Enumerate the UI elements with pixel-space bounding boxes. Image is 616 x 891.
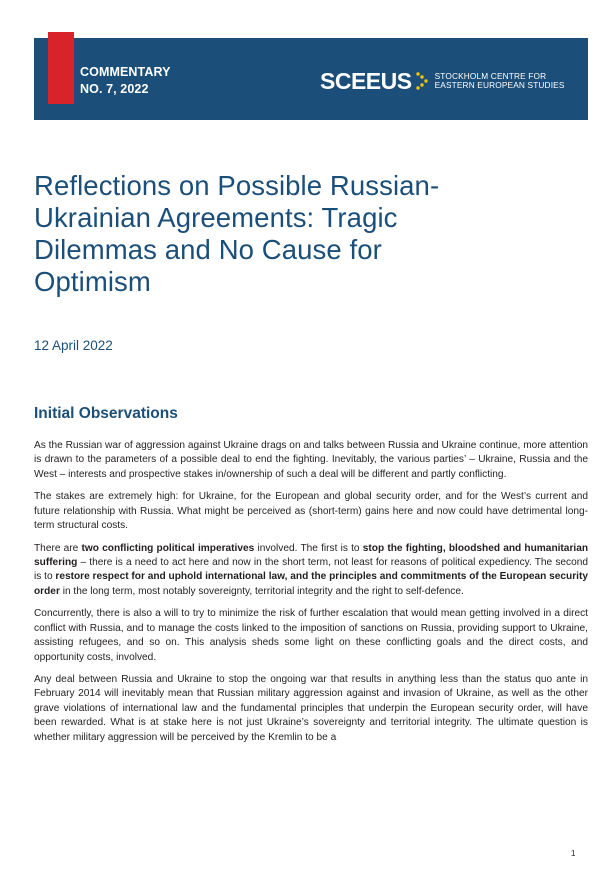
paragraph-text: – there is a need to act here and now in the short term, not least for reasons of political expediency. The second is to: [34, 557, 588, 583]
sceeus-logo: [320, 67, 565, 95]
section-heading: Initial Observations: [34, 405, 178, 422]
title-line: Optimism: [34, 266, 151, 297]
paragraph-text: in the long term, most notably sovereignty, territorial integrity and the right to self-defence.: [59, 585, 464, 597]
paragraph: [34, 542, 588, 600]
paragraph: Any deal between Russia and Ukraine to stop the ongoing war that results in anything less than the status quo ante in February 2014 will inevitably mean that Russian military aggression against and invasion of Ukraine, as well as the other grave violations of international law and the fundamental principles that underpin the European security order, will have been rewarded. What is at stake here is not just Ukraine’s sovereignty and territorial integrity. The ultimate question is whether military aggression will be perceived by the Kremlin to be a: [34, 674, 588, 743]
paragraph-emphasis: two conflicting political imperatives: [81, 542, 255, 554]
paragraph-text: There are: [34, 542, 82, 554]
publication-number: NO. 7, 2022: [80, 82, 149, 96]
title-line: Ukrainian Agreements: Tragic: [34, 202, 398, 233]
publication-date: 12 April 2022: [34, 338, 113, 353]
body-text: [34, 439, 588, 745]
title-line: Dilemmas and No Cause for: [34, 234, 382, 265]
paragraph: Concurrently, there is also a will to try to minimize the risk of further escalation that would mean getting involved in a direct conflict with Russia, and to manage the costs linked to the imposition of sanctions on Russia, providing support to Ukraine, assisting refugees, and so on. This analysis sheds some light on these conflicting goals and the direct costs, and opportunity costs, involved.: [34, 608, 588, 663]
paragraph: The stakes are extremely high: for Ukraine, for the European and global security order, and for the West’s current and future relationship with Russia. What might be perceived as (short-term) gains here and now could have detrimental long-term structural costs.: [34, 491, 588, 532]
logo-subtitle-line: EASTERN EUROPEAN STUDIES: [434, 80, 565, 90]
page-number: 1: [571, 849, 576, 858]
logo-dots-icon: [415, 71, 431, 91]
publication-kicker: [80, 64, 171, 98]
title-line: Reflections on Possible Russian-: [34, 170, 440, 201]
logo-subtitle: [435, 72, 565, 91]
paragraph: As the Russian war of aggression against Ukraine drags on and talks between Russia and Ukraine continue, more attention is drawn to the parameters of a possible deal to end the fighting. Inevitably, the various parties’ – Ukraine, Russia and the West – interests and prospective stakes in/ownership of such a deal will be different and partly conflicting.: [34, 440, 588, 480]
publication-type: COMMENTARY: [80, 65, 171, 79]
logo-wordmark: SCEEUS: [320, 68, 412, 94]
document-title: [34, 170, 574, 298]
paragraph-emphasis: restore respect for and uphold international law, and the principles and commitments of the European security order: [34, 571, 588, 597]
paragraph-emphasis: stop the fighting, bloodshed and humanitarian suffering: [34, 542, 589, 569]
accent-tab: [48, 32, 74, 104]
paragraph-text: involved. The first is to: [254, 542, 363, 554]
logo-subtitle-line: STOCKHOLM CENTRE FOR: [434, 70, 547, 81]
